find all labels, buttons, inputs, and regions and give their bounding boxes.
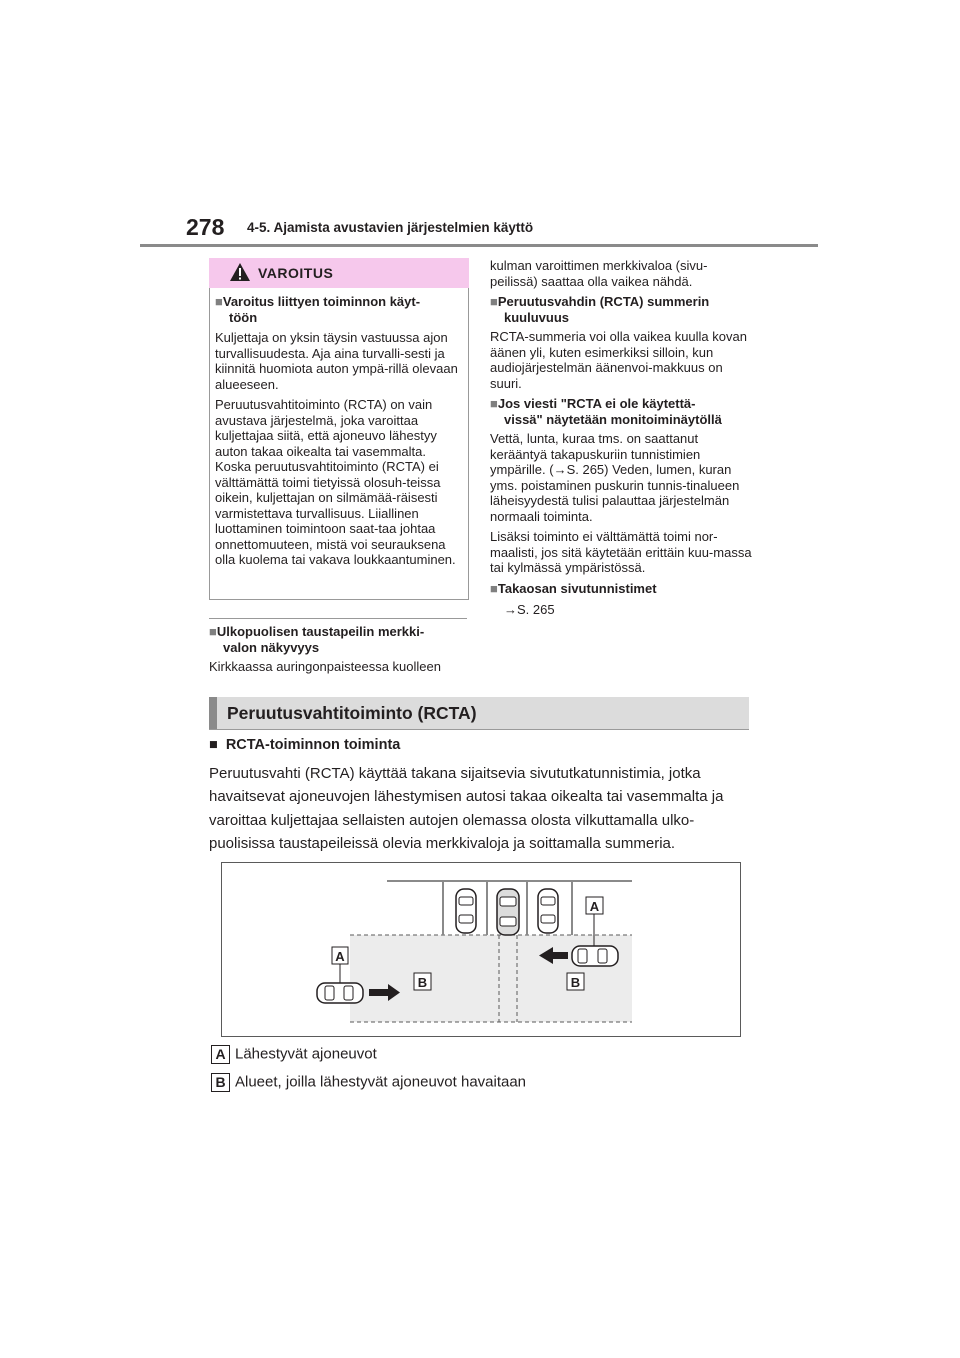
bullet-square-icon: ■ xyxy=(215,294,223,309)
page-reference: →S. 265 xyxy=(504,602,555,617)
warning-paragraph-1: Kuljettaja on yksin täysin vastuussa ajon turvallisuudesta. Aja aina turvalli-sesti ja kiinnitä huomiota auton ympä-rillä olevaan alueeseen. xyxy=(215,330,458,392)
rear-sensors-subhead: ■Takaosan sivutunnistimet xyxy=(490,580,657,596)
parked-car xyxy=(456,889,476,933)
warning-body xyxy=(215,294,463,573)
bullet-square-icon: ■ xyxy=(490,580,498,596)
warning-triangle-icon xyxy=(229,262,251,282)
divider xyxy=(209,618,467,619)
section-band-marker xyxy=(209,697,217,729)
rcta-paragraph: Peruutusvahti (RCTA) käyttää takana sijaitsevia sivututkatunnistimia, jotka havaitsevat ajoneuvojen lähestymisen autosi takaa oikealta tai vasemmalta ja varoittaa kuljettajaa sellaisten autojen olemassa olosta vilkuttamalla ulko-puolisissa taustapeileissä olevia merkkivaloja ja soittamalla summeria. xyxy=(209,765,724,852)
bullet-square-icon: ■ xyxy=(490,396,498,411)
mirror-visibility-subhead: ■Ulkopuolisen taustapeilin merkki- valon näkyvyys xyxy=(209,624,425,655)
bullet-square-icon: ■ xyxy=(209,624,217,639)
warning-paragraph-2: Peruutusvahtitoiminto (RCTA) on vain avustava järjestelmä, joka varoittaa kuljettajaa siitä, että ajoneuvo lähestyy auton takaa oikealta tai vasemmalta. Koska peruutusvahtitoiminto (RCTA) ei välttämättä toimi tietyissä olosuh-teissa oikein, kuljettajan on silmämää-räisesti varmistettava turvallisuus. Liiallinen luottaminen toimintoon saat-taa johtaa onnettomuuteen, mistä voi seurauksena olla kuolema tai vakava loukkaantuminen. xyxy=(215,397,456,567)
legend-item-a xyxy=(211,1045,377,1064)
warning-title: VAROITUS xyxy=(258,265,334,281)
unavailable-text: Vettä, lunta, kuraa tms. on saattanut kerääntyä takapuskuriin tunnistimien ympärille. (→S. 265) Veden, lumen, kuran yms. poistaminen puskurin tunnis-tinalueen läheisyydestä tulisi palauttaa järjestelmän normaali toiminta. xyxy=(490,431,740,524)
label-a: A xyxy=(589,899,600,914)
section-title: Peruutusvahtitoiminto (RCTA) xyxy=(227,703,477,723)
legend-key-b: B xyxy=(211,1073,230,1092)
bullet-square-icon: ■ xyxy=(490,294,498,309)
right-column xyxy=(490,258,752,623)
continued-text: kulman varoittimen merkkivaloa (sivu-peilissä) saattaa olla vaikea nähdä. xyxy=(490,258,708,289)
warning-subhead: ■Varoitus liittyen toiminnon käyt- töön xyxy=(215,294,421,325)
parking-diagram xyxy=(222,863,740,1036)
parked-car xyxy=(538,889,558,933)
buzzer-subhead: ■Peruutusvahdin (RCTA) summerin kuuluvuus xyxy=(490,294,710,325)
unavailable-subhead: ■Jos viesti "RCTA ei ole käytettä- vissä" näytetään monitoiminäytöllä xyxy=(490,396,722,427)
chapter-title: 4-5. Ajamista avustavien järjestelmien käyttö xyxy=(247,220,534,235)
header-divider xyxy=(140,244,818,247)
mirror-visibility-text: Kirkkaassa auringonpaisteessa kuolleen xyxy=(209,659,441,674)
rcta-diagram xyxy=(221,862,741,1037)
label-b: B xyxy=(570,975,581,990)
left-column xyxy=(209,624,471,680)
legend-text-a: Lähestyvät ajoneuvot xyxy=(235,1045,377,1063)
unavailable-text-2: Lisäksi toiminto ei välttämättä toimi nor-maalisti, jos sitä käytetään erittäin kuu-massa tai kylmässä ympäristössä. xyxy=(490,529,752,575)
label-a: A xyxy=(335,949,345,964)
label-b: B xyxy=(417,975,428,990)
legend-item-b xyxy=(211,1073,526,1092)
buzzer-text: RCTA-summeria voi olla vaikea kuulla kovan äänen yli, kuten esimerkiksi silloin, kun audiojärjestelmän äänenvoi-makkuus on suuri. xyxy=(490,329,747,391)
approaching-car-left xyxy=(317,983,363,1003)
rcta-subhead: ■ RCTA-toiminnon toiminta xyxy=(209,737,401,753)
bullet-square-icon: ■ xyxy=(209,737,218,753)
own-car xyxy=(497,889,519,935)
approaching-car-right xyxy=(572,946,618,966)
legend-text-b: Alueet, joilla lähestyvät ajoneuvot havaitaan xyxy=(235,1073,527,1091)
page-number: 278 xyxy=(186,214,225,240)
legend-key-a: A xyxy=(211,1045,230,1064)
